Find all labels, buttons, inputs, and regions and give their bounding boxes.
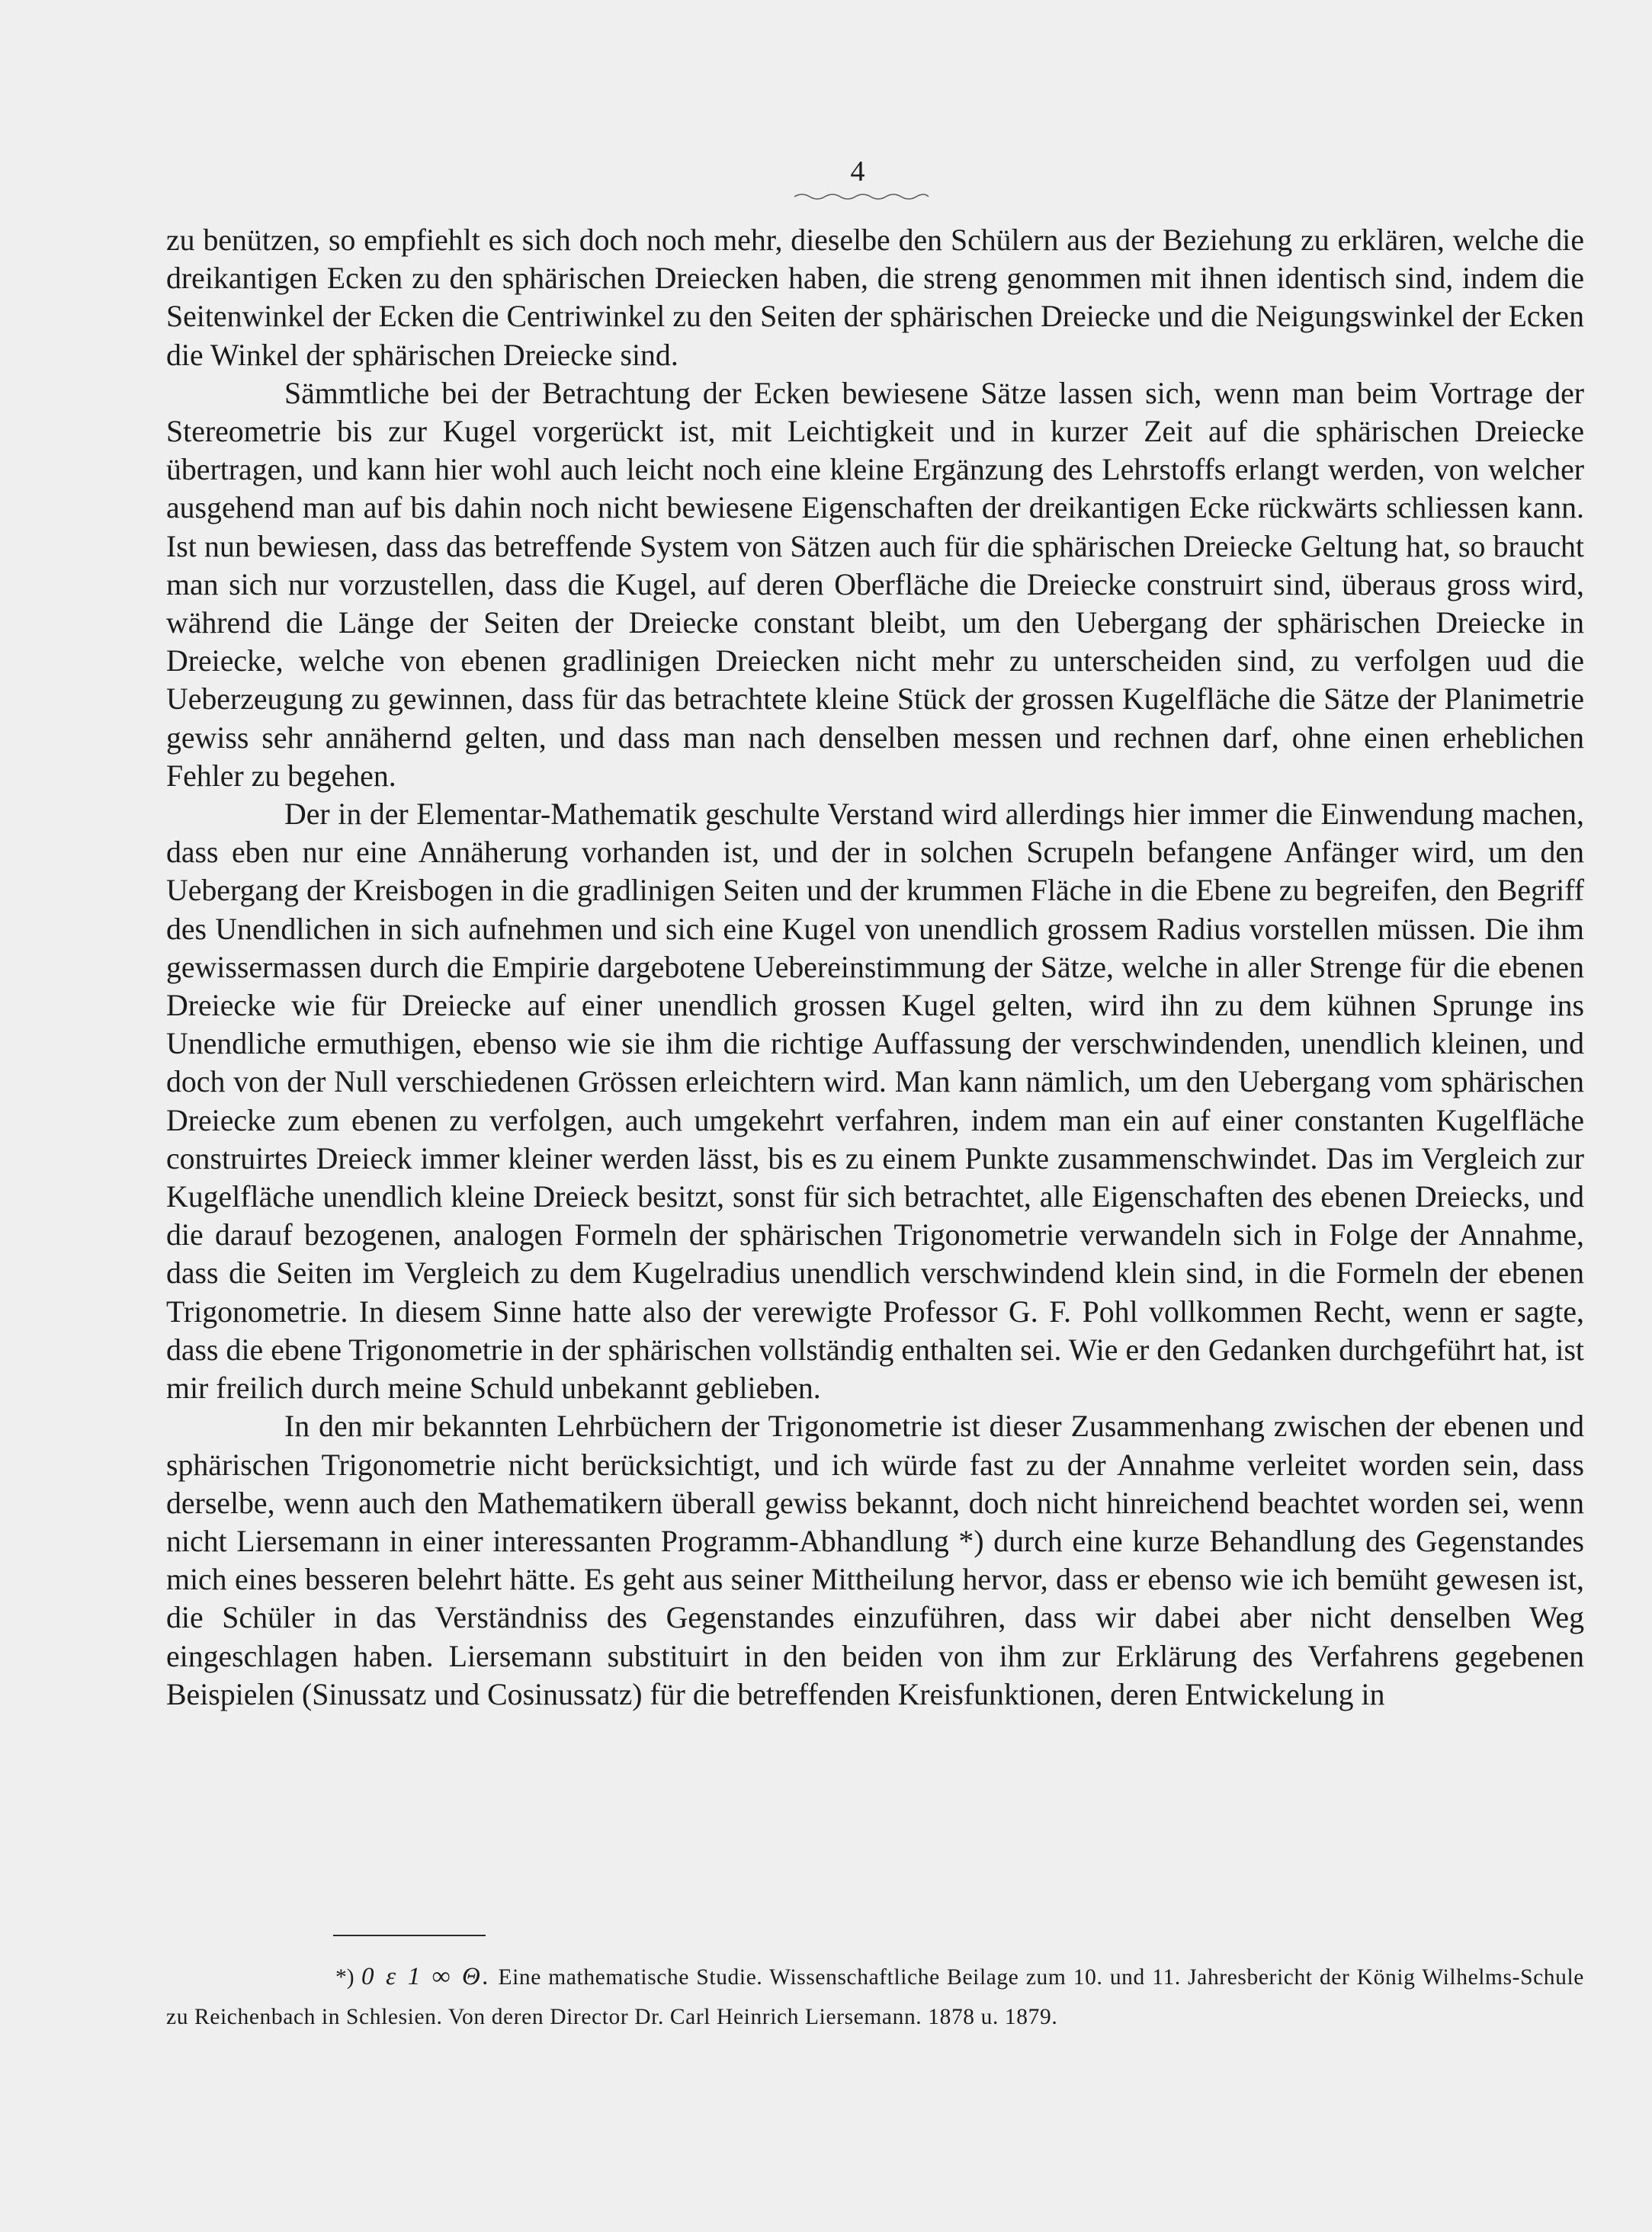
paragraph-continuation: zu benützen, so empfiehlt es sich doch noch mehr, dieselbe den Schülern aus der Beziehung zu erklären, welche die dreikantigen Ecken zu den sphärischen Dreiecken haben, die streng genommen mit ihnen identisch sind, indem die Seitenwinkel der Ecken die Centriwinkel zu den Seiten der sphärischen Dreiecke und die Neigungswinkel der Ecken die Winkel der sphärischen Dreiecke sind. bbox=[166, 223, 1584, 372]
paragraph-lehrbuecher: In den mir bekannten Lehrbüchern der Trigonometrie ist dieser Zusammenhang zwischen der ebenen und sphärischen Trigonometrie nicht berücksichtigt, und ich würde fast zu der Annahme verleitet worden sein, dass derselbe, wenn auch den Mathematikern überall gewiss bekannt, doch nicht hinreichend beachtet worden sei, wenn nicht Liersemann in einer interessanten Programm-Abhandlung *) durch eine kurze Behandlung des Gegenstandes mich eines besseren belehrt hätte. Es geht aus seiner Mittheilung hervor, dass er ebenso wie ich bemüht gewesen ist, die Schüler in das Verständniss des Gegenstandes einzuführen, dass wir dabei aber nicht denselben Weg eingeschlagen haben. Liersemann substituirt in den beiden von ihm zur Erklärung des Verfahrens gegebenen Beispielen (Sinussatz und Cosinussatz) für die betreffenden Kreisfunktionen, deren Entwickelung in bbox=[166, 1409, 1584, 1711]
footnote bbox=[166, 1957, 1584, 2037]
page-number: 4 bbox=[850, 156, 865, 188]
footnote-rule bbox=[333, 1935, 486, 1936]
footnote-formula: 0 ε 1 ∞ Θ. bbox=[361, 1963, 492, 1990]
paragraph-annaeherung: Der in der Elementar-Mathematik geschulte Verstand wird allerdings hier immer die Einwendung machen, dass eben nur eine Annäherung vorhanden ist, und der in solchen Scrupeln befangene Anfänger wird, um den Uebergang der Kreisbogen in die gradlinigen Seiten und der krummen Fläche in die Ebene zu begreifen, den Begriff des Unendlichen in sich aufnehmen und sich eine Kugel von unendlich grossem Radius vorstellen müssen. Die ihm gewissermassen durch die Empirie dargebotene Uebereinstimmung der Sätze, welche in aller Strenge für die ebenen Dreiecke wie für Dreiecke auf einer unendlich grossen Kugel gelten, wird ihn zu dem kühnen Sprunge ins Unendliche ermuthigen, ebenso wie sie ihm die richtige Auffassung der verschwindenden, unendlich kleinen, und doch von der Null verschiedenen Grössen erleichtern wird. Man kann nämlich, um den Uebergang vom sphärischen Dreiecke zum ebenen zu verfolgen, auch umgekehrt verfahren, indem man ein auf einer constanten Kugelfläche construirtes Dreieck immer kleiner werden lässt, bis es zu einem Punkte zusammenschwindet. Das im Vergleich zur Kugelfläche unendlich kleine Dreieck besitzt, sonst für sich betrachtet, alle Eigenschaften des ebenen Dreiecks, und die darauf bezogenen, analogen Formeln der sphärischen Trigonometrie verwandeln sich in Folge der Annahme, dass die Seiten im Vergleich zu dem Kugelradius unendlich verschwindend klein sind, in die Formeln der ebenen Trigonometrie. In diesem Sinne hatte also der verewigte Professor G. F. Pohl vollkommen Recht, wenn er sagte, dass die ebene Trigonometrie in der sphärischen vollständig enthalten sei. Wie er den Gedanken durchgeführt hat, ist mir freilich durch meine Schuld unbekannt geblieben. bbox=[166, 797, 1584, 1406]
paragraph-saetze-uebertragen: Sämmtliche bei der Betrachtung der Ecken bewiesene Sätze lassen sich, wenn man beim Vortrage der Stereometrie bis zur Kugel vorgerückt ist, mit Leichtigkeit und in kurzer Zeit auf die sphärischen Dreiecke übertragen, und kann hier wohl auch leicht noch eine kleine Ergänzung des Lehrstoffs erlangt werden, von welcher ausgehend man auf bis dahin noch nicht bewiesene Eigenschaften der dreikantigen Ecke rückwärts schliessen kann. Ist nun bewiesen, dass das betreffende System von Sätzen auch für die sphärischen Dreiecke Geltung hat, so braucht man sich nur vorzustellen, dass die Kugel, auf deren Oberfläche die Dreiecke construirt sind, überaus gross wird, während die Länge der Seiten der Dreiecke constant bleibt, um den Uebergang der sphärischen Dreiecke in Dreiecke, welche von ebenen gradlinigen Dreiecken nicht mehr zu unterscheiden sind, zu verfolgen uud die Ueberzeugung zu gewinnen, dass für das betrachtete kleine Stück der grossen Kugelfläche die Sätze der Planimetrie gewiss sehr annähernd gelten, und dass man nach denselben messen und rechnen darf, ohne einen erheblichen Fehler zu begehen. bbox=[166, 376, 1584, 793]
main-text bbox=[166, 221, 1584, 1714]
footnote-text: Eine mathematische Studie. Wissenschaftliche Beilage zum 10. und 11. Jahresbericht der König Wilhelms-Schule zu Reichenbach in Schlesien. Von deren Director Dr. Carl Heinrich Liersemann. 1878 u. 1879. bbox=[166, 1965, 1584, 2029]
footnote-marker: *) bbox=[335, 1965, 354, 1990]
page-number-ornament bbox=[793, 191, 930, 200]
